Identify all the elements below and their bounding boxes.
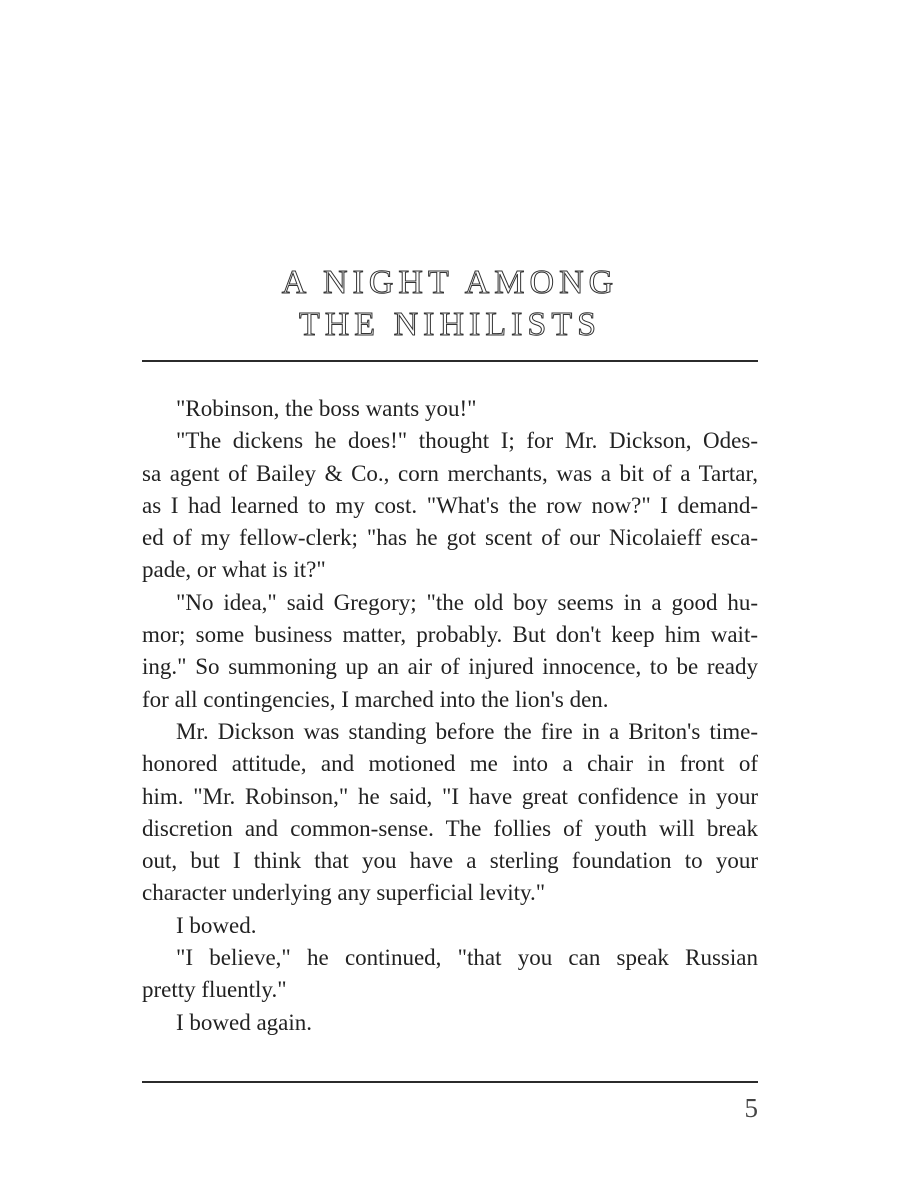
chapter-title-line-2: THE NIHILISTS	[298, 306, 602, 343]
text-line: "The dickens he does!" thought I; for Mr. Dickson, Odes-	[176, 428, 758, 454]
text-line: character underlying any superficial levity."	[142, 880, 546, 906]
text-line: pade, or what is it?"	[142, 557, 326, 583]
text-line: sa agent of Bailey & Co., corn merchants, was a bit of a Tartar,	[142, 460, 758, 486]
text-line: "No idea," said Gregory; "the old boy seems in a good hu-	[176, 589, 758, 615]
text-line: mor; some business matter, probably. But don't keep him wait-	[142, 622, 758, 648]
text-line: out, but I think that you have a sterling foundation to your	[142, 848, 758, 874]
top-rule	[142, 360, 758, 362]
text-line: honored attitude, and motioned me into a chair in front of	[142, 751, 758, 777]
text-line: I bowed again.	[176, 1009, 313, 1035]
text-line: him. "Mr. Robinson," he said, "I have great confidence in your	[142, 783, 758, 809]
text-line: for all contingencies, I marched into the lion's den.	[142, 686, 609, 712]
text-line: I bowed.	[176, 912, 257, 938]
bottom-rule	[142, 1081, 758, 1083]
page-number: 5	[744, 1093, 758, 1123]
text-line: as I had learned to my cost. "What's the row now?" I demand-	[142, 492, 758, 518]
text-line: "I believe," he continued, "that you can speak Russian	[176, 945, 758, 971]
text-line: discretion and common-sense. The follies of youth will break	[142, 815, 758, 841]
text-line: Mr. Dickson was standing before the fire in a Briton's time-	[176, 718, 758, 744]
body-text	[142, 393, 758, 1039]
chapter-title-line-1: A NIGHT AMONG	[281, 264, 619, 301]
text-line: ing." So summoning up an air of injured innocence, to be ready	[142, 654, 758, 680]
text-line: "Robinson, the boss wants you!"	[176, 396, 477, 421]
text-line: ed of my fellow-clerk; "has he got scent of our Nicolaieff esca-	[142, 525, 758, 551]
chapter-title	[142, 262, 758, 346]
text-line: pretty fluently."	[142, 977, 287, 1003]
